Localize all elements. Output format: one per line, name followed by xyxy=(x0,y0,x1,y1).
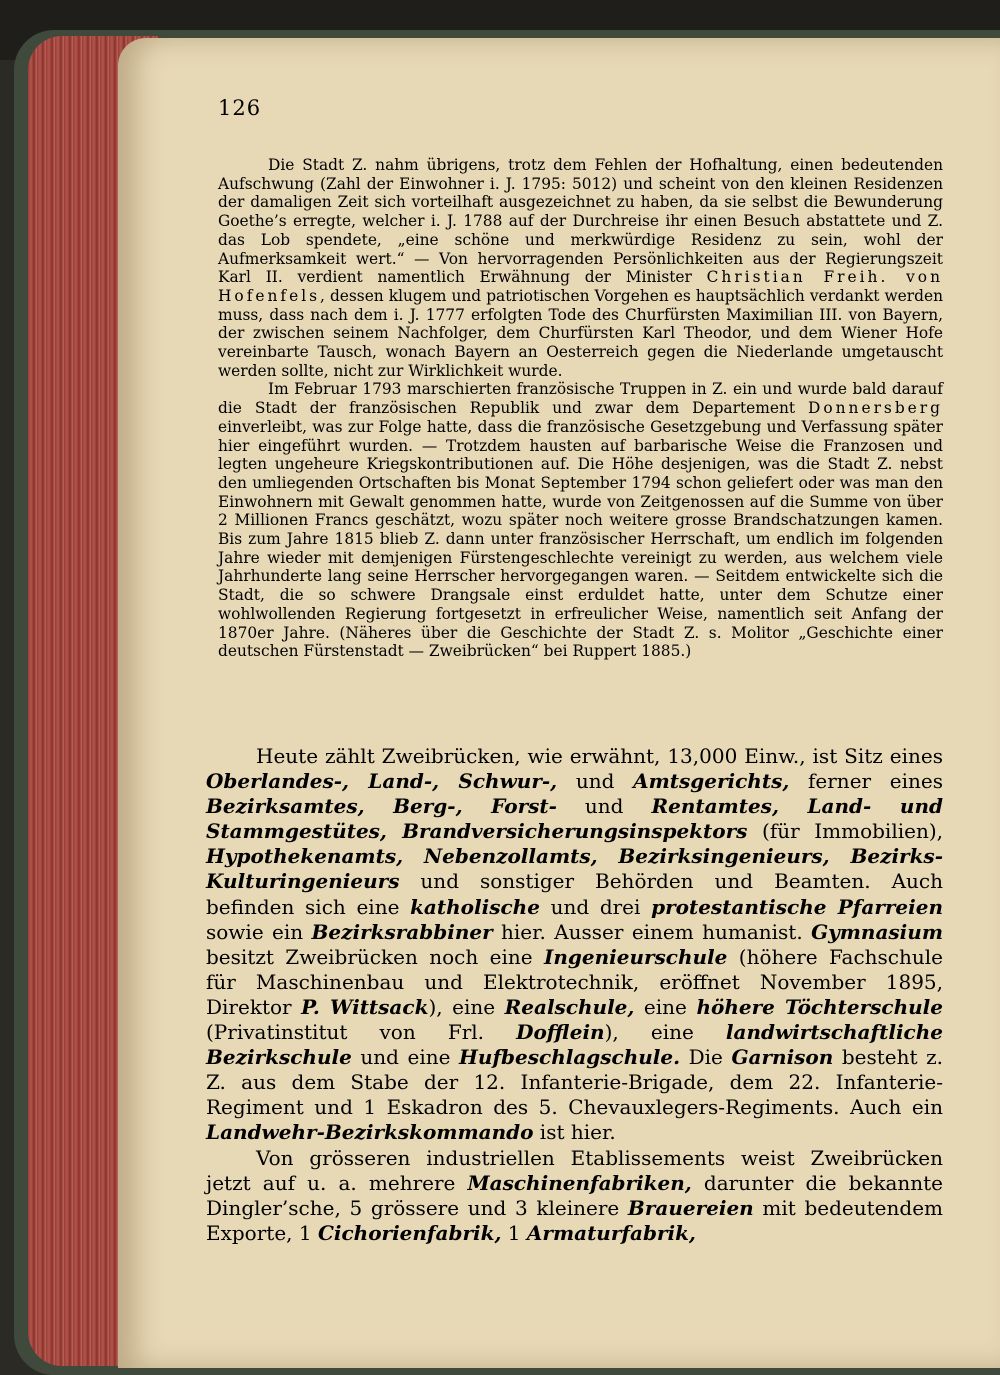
emphasis: Armaturfabrik, xyxy=(526,1220,696,1245)
text-run: (Privatinstitut von Frl. xyxy=(206,1020,517,1045)
emphasis: Bezirksrabbiner xyxy=(311,919,493,944)
emphasis: Maschinenfabriken, xyxy=(467,1170,692,1195)
emphasis: Landwehr-Bezirkskommando xyxy=(206,1120,534,1145)
emphasis: Ingenieurschule xyxy=(543,944,728,969)
emphasis: Amtsgerichts, xyxy=(633,769,790,794)
page-number: 126 xyxy=(218,96,262,120)
text-run: , dessen klugem und patriotischen Vorgehen es hauptsächlich verdankt werden muss, dass nach dem i. J. 1777 erfolgten Tode des Churfürsten Maximilian III. von Bayern, der zwischen seinem Nachfolger, dem Churfürsten Karl Theodor, und dem Wiener Hofe vereinbarte Tausch, wonach Bayern an Oesterreich gegen die Niederlande umgetauscht werden sollte, nicht zur Wirklichkeit wurde. xyxy=(218,286,943,380)
text-run: Die xyxy=(680,1045,732,1070)
text-run: Die Stadt Z. nahm übrigens, trotz dem Fehlen der Hofhaltung, einen bedeutenden Aufschwung (Zahl der Einwohner i. J. 1795: 5012) und scheint von den kleinen Residenzen der damaligen Zeit sich vorteilhaft ausgezeichnet zu haben, da sie selbst die Bewunderung Goethe’s erregte, welcher i. J. 1788 auf der Durchreise ihr einen Besuch abstattete und Z. das Lob spendete, „eine schöne und merkwürdige Residenz zu sein, wohl der Aufmerksamkeit wert.“ — Von hervorragenden Persönlichkeiten aus der Regierungszeit Karl II. verdient namentlich Erwähnung der Minister xyxy=(218,156,943,287)
text-run: Von grösseren industriellen Etablissements weist Zweibrücken jetzt auf u. a. mehrere xyxy=(206,1145,943,1195)
emphasis: Garnison xyxy=(731,1045,834,1070)
text-run: mit bedeutendem Exporte, 1 xyxy=(206,1195,943,1245)
present-section xyxy=(206,744,943,1246)
text-run: Im Februar 1793 marschierten französische Truppen in Z. ein und wurde bald darauf die Stadt der französischen Republik und zwar dem Departement xyxy=(218,380,943,418)
text-run: besteht z. Z. aus dem Stabe der 12. Infanterie-Brigade, dem 22. Infanterie-Regiment und 1 Eskadron des 5. Chevauxlegers-Regiments. Auch ein xyxy=(206,1045,943,1120)
person-name: Christian Freih. von Hofenfels xyxy=(218,268,943,305)
text-run: 1 xyxy=(501,1220,527,1245)
text-run: darunter die bekannte Dingler’sche, 5 grössere und 3 kleinere xyxy=(206,1170,943,1220)
text-run: und eine xyxy=(351,1045,459,1070)
text-run: einverleibt, was zur Folge hatte, dass die französische Gesetzgebung und Verfassung später hier eingeführt wurden. — Trotzdem hausten auf barbarische Weise die Franzosen und legten ungeheure Kriegskontributionen auf. Die Höhe desjenigen, was die Stadt Z. nebst den umliegenden Ortschaften bis Monat September 1794 schon geliefert oder was man den Einwohnern mit Gewalt genommen hatte, wurde von Zeitgenossen auf die Summe von über 2 Millionen Francs geschätzt, wozu später noch weitere grosse Brandschatzungen kamen. Bis zum Jahre 1815 blieb Z. dann unter französischer Herrschaft, um endlich im folgenden Jahre wieder mit demjenigen Fürstengeschlechte vereinigt zu werden, aus welchem viele Jahrhunderte lang seine Herrscher hervorgegangen waren. — Seitdem entwickelte sich die Stadt, die so schwere Drangsale einst erduldet hatte, unter dem Schutze einer wohlwollenden Regierung fortgesetzt in erfreulicher Weise, namentlich seit Anfang der 1870er Jahre. (Näheres über die Geschichte der Stadt Z. s. Molitor „Geschichte einer deutschen Fürstenstadt — Zweibrücken“ bei Ruppert 1885.) xyxy=(218,417,943,661)
text-run: ), eine xyxy=(604,1020,726,1045)
text-run: eine xyxy=(634,994,697,1019)
history-section xyxy=(218,156,943,661)
emphasis: protestantische Pfarreien xyxy=(651,894,943,919)
emphasis: Rentamtes, Land- und Stammgestütes, Brandversicherungsinspektors xyxy=(206,794,943,844)
paragraph xyxy=(206,1146,943,1246)
paragraph xyxy=(206,744,943,1146)
text-run: hier. Ausser einem humanist. xyxy=(492,919,812,944)
emphasis: Hufbeschlagschule. xyxy=(459,1045,681,1070)
text-run: und xyxy=(556,794,652,819)
text-run: und xyxy=(557,769,634,794)
text-run: und drei xyxy=(539,894,652,919)
emphasis: Cichorienfabrik, xyxy=(317,1220,502,1245)
emphasis: Oberlandes-, Land-, Schwur-, xyxy=(206,769,558,794)
emphasis: Hypothekenamts, Nebenzollamts, Bezirksingenieurs, Bezirks-Kulturingenieurs xyxy=(206,844,943,894)
text-run: ist hier. xyxy=(533,1120,616,1145)
paragraph xyxy=(218,156,943,380)
text-run: und sonstiger Behörden und Beamten. Auch befinden sich eine xyxy=(206,869,943,919)
text-run: ferner eines xyxy=(789,769,943,794)
text-run: (höhere Fachschule für Maschinenbau und Elektrotechnik, eröffnet November 1895, Direktor xyxy=(206,944,943,1019)
text-run: (für Immobilien), xyxy=(747,819,943,844)
emphasis: Realschule, xyxy=(504,994,635,1019)
text-run: Heute zählt Zweibrücken, wie erwähnt, 13,000 Einw., ist Sitz eines xyxy=(256,744,943,768)
emphasis: Bezirksamtes, Berg-, Forst- xyxy=(206,794,557,819)
emphasis: katholische xyxy=(410,894,540,919)
emphasis: Brauereien xyxy=(627,1195,754,1220)
emphasis: höhere Töchterschule xyxy=(696,994,943,1019)
emphasis: landwirtschaftliche Bezirkschule xyxy=(206,1020,943,1070)
text-run: ), eine xyxy=(428,994,505,1019)
emphasis: Dofflein xyxy=(516,1020,605,1045)
book-page xyxy=(118,38,1000,1368)
place-name: Donnersberg xyxy=(808,399,943,418)
text-run: sowie ein xyxy=(206,919,312,944)
emphasis: P. Wittsack xyxy=(301,994,429,1019)
paragraph xyxy=(218,380,943,661)
text-run: besitzt Zweibrücken noch eine xyxy=(206,944,544,969)
emphasis: Gymnasium xyxy=(811,919,943,944)
